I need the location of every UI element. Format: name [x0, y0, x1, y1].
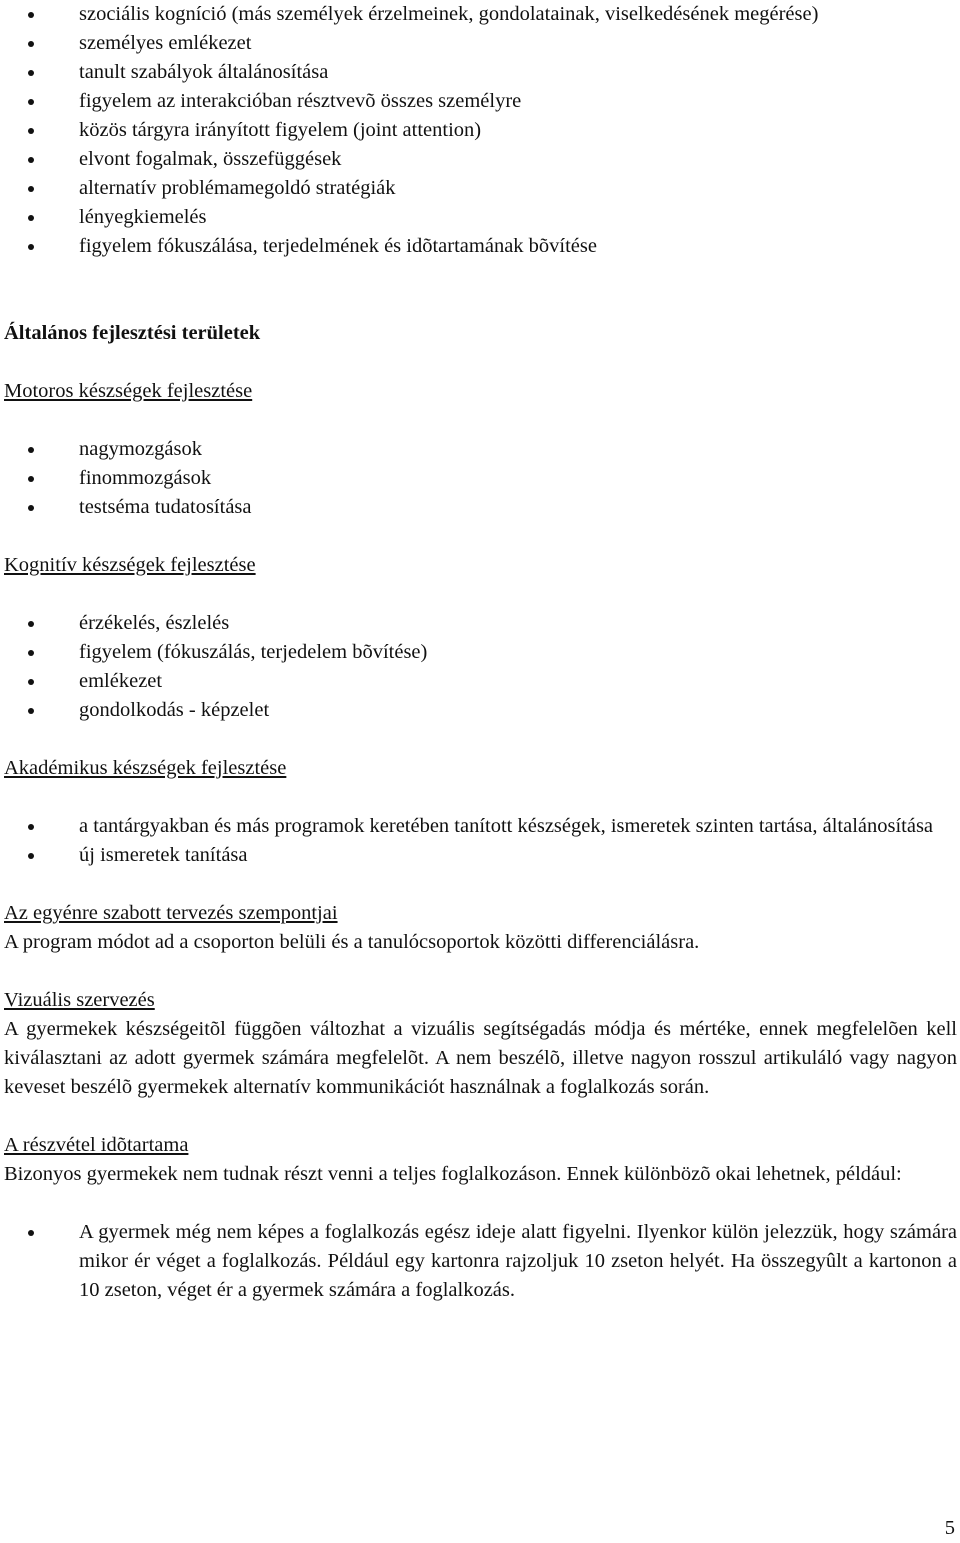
list-item: figyelem az interakcióban résztvevõ összes személyre: [4, 87, 957, 116]
list-item: új ismeretek tanítása: [4, 841, 957, 870]
list-item: személyes emlékezet: [4, 29, 957, 58]
list-item: elvont fogalmak, összefüggések: [4, 145, 957, 174]
list-item: a tantárgyakban és más programok keretében tanított készségek, ismeretek szinten tartása, általánosítása: [4, 812, 957, 841]
academic-list: [4, 812, 957, 870]
subheading-individual: Az egyénre szabott tervezés szempontjai: [4, 902, 338, 924]
list-item: közös tárgyra irányított figyelem (joint attention): [4, 116, 957, 145]
list-item: finommozgások: [4, 464, 957, 493]
paragraph-visual: A gyermekek készségeitõl függõen változhat a vizuális segítségadás módja és mértéke, ennek megfelelõen kell kiválasztani az adott gyermek számára megfelelõt. A nem beszélõ, illetve nagyon rosszul artikuláló vagy nagyon keveset beszélõ gyermekek alternatív kommunikációt használnak a foglalkozás során.: [4, 1018, 957, 1098]
list-item: figyelem fókuszálása, terjedelmének és idõtartamának bõvítése: [4, 232, 957, 261]
subheading-cognitive: Kognitív készségek fejlesztése: [4, 554, 256, 576]
list-item: testséma tudatosítása: [4, 493, 957, 522]
list-item: alternatív problémamegoldó stratégiák: [4, 174, 957, 203]
page-number: 5: [944, 1517, 955, 1539]
list-item: nagymozgások: [4, 435, 957, 464]
subheading-visual: Vizuális szervezés: [4, 989, 155, 1011]
duration-list: [4, 1218, 957, 1305]
list-item: figyelem (fókuszálás, terjedelem bõvítése): [4, 638, 957, 667]
subheading-duration: A részvétel idõtartama: [4, 1134, 189, 1156]
list-item: gondolkodás - képzelet: [4, 696, 957, 725]
list-item: tanult szabályok általánosítása: [4, 58, 957, 87]
cognitive-list: [4, 609, 957, 725]
document-page: [4, 0, 957, 1305]
paragraph-duration: Bizonyos gyermekek nem tudnak részt venni a teljes foglalkozáson. Ennek különbözõ okai lehetnek, például:: [4, 1163, 902, 1185]
list-item: lényegkiemelés: [4, 203, 957, 232]
subheading-academic: Akadémikus készségek fejlesztése: [4, 757, 287, 779]
list-item: érzékelés, észlelés: [4, 609, 957, 638]
list-item: A gyermek még nem képes a foglalkozás egész ideje alatt figyelni. Ilyenkor külön jelezzük, hogy számára mikor ér véget a foglalkozás. Például egy kartonra rajzoljuk 10 zseton helyét. Ha összegyûlt a kartonon a 10 zseton, véget ér a gyermek számára a foglalkozás.: [4, 1218, 957, 1305]
list-item: emlékezet: [4, 667, 957, 696]
skills-list: [4, 0, 957, 261]
section-heading-general: Általános fejlesztési területek: [4, 322, 261, 344]
list-item: szociális kogníció (más személyek érzelmeinek, gondolatainak, viselkedésének megérése): [4, 0, 957, 29]
motor-list: [4, 435, 957, 522]
subheading-motor: Motoros készségek fejlesztése: [4, 380, 253, 402]
paragraph-individual: A program módot ad a csoporton belüli és a tanulócsoportok közötti differenciálásra.: [4, 931, 700, 953]
